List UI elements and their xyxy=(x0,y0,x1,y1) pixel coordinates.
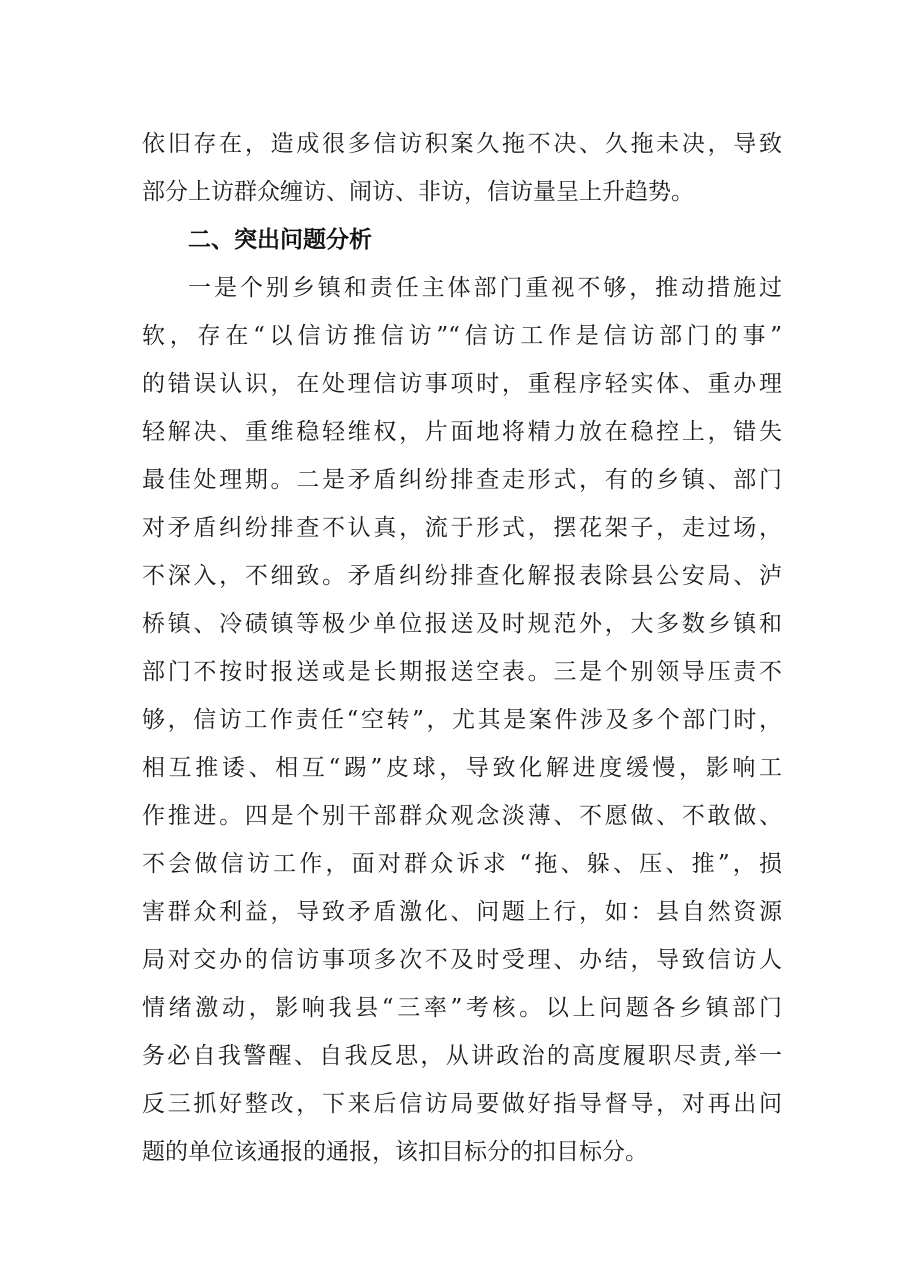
paragraph-line: 轻解决、重维稳轻维权，片面地将精力放在稳控上，错失 xyxy=(142,419,782,445)
paragraph-line: 部分上访群众缠访、闹访、非访，信访量呈上升趋势。 xyxy=(142,179,694,205)
paragraph-line: 局对交办的信访事项多次不及时受理、办结，导致信访人 xyxy=(142,947,782,973)
paragraph-line: 反三抓好整改，下来后信访局要做好指导督导，对再出问 xyxy=(142,1091,782,1117)
paragraph-line: 务必自我警醒、自我反思，从讲政治的高度履职尽责,举一 xyxy=(142,1043,782,1069)
paragraph-line: 的错误认识，在处理信访事项时，重程序轻实体、重办理 xyxy=(142,371,782,397)
paragraph-line: 桥镇、冷碛镇等极少单位报送及时规范外，大多数乡镇和 xyxy=(142,611,782,637)
paragraph-line: 相互推诿、相互“踢”皮球，导致化解进度缓慢，影响工 xyxy=(142,755,782,781)
paragraph-line: 软，存在“以信访推信访”“信访工作是信访部门的事” xyxy=(142,323,782,349)
section-heading: 二、突出问题分析 xyxy=(188,227,372,253)
paragraph-line: 部门不按时报送或是长期报送空表。三是个别领导压责不 xyxy=(142,659,782,685)
paragraph-line: 依旧存在，造成很多信访积案久拖不决、久拖未决，导致 xyxy=(142,131,782,157)
paragraph-line: 够，信访工作责任“空转”，尤其是案件涉及多个部门时， xyxy=(142,707,782,733)
paragraph-line: 害群众利益，导致矛盾激化、问题上行，如：县自然资源 xyxy=(142,899,782,925)
paragraph-line: 对矛盾纠纷排查不认真，流于形式，摆花架子，走过场， xyxy=(142,515,782,541)
paragraph-line: 情绪激动，影响我县“三率”考核。以上问题各乡镇部门 xyxy=(142,995,782,1021)
paragraph-line: 不深入，不细致。矛盾纠纷排查化解报表除县公安局、泸 xyxy=(142,563,782,589)
paragraph-line: 不会做信访工作，面对群众诉求 “拖、躲、压、推”，损 xyxy=(142,851,782,877)
paragraph-line: 最佳处理期。二是矛盾纠纷排查走形式，有的乡镇、部门 xyxy=(142,467,782,493)
paragraph-line: 题的单位该通报的通报，该扣目标分的扣目标分。 xyxy=(142,1139,648,1165)
paragraph-line: 作推进。四是个别干部群众观念淡薄、不愿做、不敢做、 xyxy=(142,803,782,829)
paragraph-line: 一是个别乡镇和责任主体部门重视不够，推动措施过 xyxy=(188,275,782,301)
